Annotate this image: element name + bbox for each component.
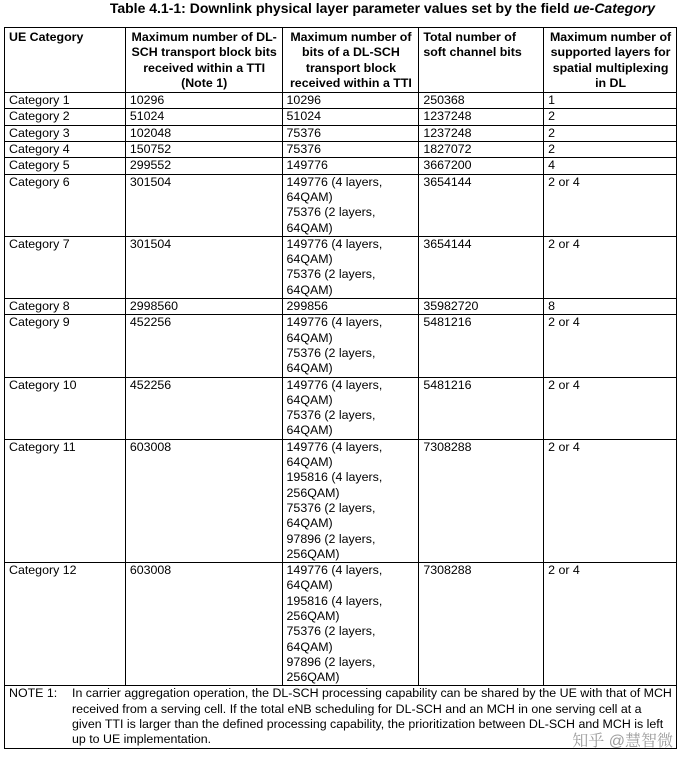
block-bits-line: 64QAM) xyxy=(286,639,333,654)
block-bits-line: 64QAM) xyxy=(286,516,333,531)
block-bits-line: 75376 xyxy=(286,142,321,157)
block-bits-line: 149776 (4 layers, xyxy=(286,174,383,189)
block-bits-line: 10296 xyxy=(286,93,321,108)
cell-category: Category 3 xyxy=(5,125,126,141)
table-row xyxy=(5,125,677,141)
table-row xyxy=(5,439,677,562)
block-bits-line: 64QAM) xyxy=(286,455,333,470)
cell-max-bits-per-block xyxy=(282,299,419,315)
cell-category: Category 6 xyxy=(5,174,126,236)
cell-category: Category 5 xyxy=(5,158,126,174)
block-bits-line: 64QAM) xyxy=(286,252,333,267)
cell-category: Category 9 xyxy=(5,315,126,377)
header-max-tb-bits: Maximum number of DL-SCH transport block bits received within a TTI (Note 1) xyxy=(125,28,282,93)
table-row xyxy=(5,174,677,236)
block-bits-line: 75376 (2 layers, xyxy=(286,500,376,515)
cell-category: Category 2 xyxy=(5,109,126,125)
cell-max-tb-bits: 301504 xyxy=(125,236,282,298)
cell-soft-bits: 35982720 xyxy=(419,299,544,315)
block-bits-line: 64QAM) xyxy=(286,578,333,593)
table-row xyxy=(5,315,677,377)
cell-max-tb-bits: 10296 xyxy=(125,93,282,109)
block-bits-line: 64QAM) xyxy=(286,361,333,376)
cell-soft-bits: 1827072 xyxy=(419,142,544,158)
table-row xyxy=(5,299,677,315)
cell-layers: 2 xyxy=(544,125,677,141)
block-bits-line: 256QAM) xyxy=(286,670,340,685)
cell-max-bits-per-block xyxy=(282,439,419,562)
header-soft-channel-bits: Total number of soft channel bits xyxy=(419,28,544,93)
watermark: 知乎 @慧智微 xyxy=(572,733,673,750)
block-bits-line: 64QAM) xyxy=(286,330,333,345)
block-bits-line: 149776 xyxy=(286,158,328,173)
cell-max-tb-bits: 301504 xyxy=(125,174,282,236)
block-bits-line: 64QAM) xyxy=(286,282,333,297)
cell-max-bits-per-block xyxy=(282,236,419,298)
caption-prefix: Table 4.1-1: Downlink physical layer parameter values set by the field xyxy=(109,0,574,16)
block-bits-line: 75376 (2 layers, xyxy=(286,345,376,360)
cell-max-tb-bits: 299552 xyxy=(125,158,282,174)
cell-layers: 2 or 4 xyxy=(544,439,677,562)
block-bits-line: 64QAM) xyxy=(286,392,333,407)
block-bits-line: 256QAM) xyxy=(286,546,340,561)
block-bits-line: 256QAM) xyxy=(286,485,340,500)
cell-max-tb-bits: 603008 xyxy=(125,563,282,686)
table-row xyxy=(5,377,677,439)
header-max-bits-per-block: Maximum number of bits of a DL-SCH transport block received within a TTI xyxy=(282,28,419,93)
block-bits-line: 64QAM) xyxy=(286,189,333,204)
cell-soft-bits: 7308288 xyxy=(419,439,544,562)
block-bits-line: 75376 (2 layers, xyxy=(286,408,376,423)
table-row xyxy=(5,563,677,686)
cell-layers: 1 xyxy=(544,93,677,109)
cell-layers: 8 xyxy=(544,299,677,315)
block-bits-line: 195816 (4 layers, xyxy=(286,470,383,485)
table-row xyxy=(5,158,677,174)
table-row xyxy=(5,142,677,158)
cell-layers: 2 or 4 xyxy=(544,563,677,686)
block-bits-line: 51024 xyxy=(286,109,321,124)
cell-max-bits-per-block xyxy=(282,125,419,141)
cell-category: Category 4 xyxy=(5,142,126,158)
table-row xyxy=(5,93,677,109)
cell-layers: 2 xyxy=(544,142,677,158)
block-bits-line: 75376 (2 layers, xyxy=(286,624,376,639)
cell-layers: 2 xyxy=(544,109,677,125)
cell-category: Category 7 xyxy=(5,236,126,298)
cell-max-bits-per-block xyxy=(282,142,419,158)
cell-max-tb-bits: 452256 xyxy=(125,315,282,377)
block-bits-line: 149776 (4 layers, xyxy=(286,377,383,392)
block-bits-line: 75376 (2 layers, xyxy=(286,205,376,220)
header-row xyxy=(5,28,677,93)
cell-max-tb-bits: 2998560 xyxy=(125,299,282,315)
cell-category: Category 12 xyxy=(5,563,126,686)
cell-soft-bits: 7308288 xyxy=(419,563,544,686)
block-bits-line: 149776 (4 layers, xyxy=(286,563,383,578)
block-bits-line: 299856 xyxy=(286,299,328,314)
cell-soft-bits: 3654144 xyxy=(419,174,544,236)
cell-layers: 2 or 4 xyxy=(544,377,677,439)
note-label: NOTE 1: xyxy=(9,686,58,701)
block-bits-line: 97896 (2 layers, xyxy=(286,531,376,546)
table-caption xyxy=(110,0,655,16)
block-bits-line: 64QAM) xyxy=(286,423,333,438)
cell-soft-bits: 1237248 xyxy=(419,109,544,125)
block-bits-line: 75376 (2 layers, xyxy=(286,267,376,282)
header-spatial-layers: Maximum number of supported layers for spatial multiplexing in DL xyxy=(544,28,677,93)
cell-max-tb-bits: 603008 xyxy=(125,439,282,562)
cell-max-bits-per-block xyxy=(282,158,419,174)
table-row xyxy=(5,109,677,125)
cell-max-bits-per-block xyxy=(282,93,419,109)
cell-max-tb-bits: 51024 xyxy=(125,109,282,125)
block-bits-line: 75376 xyxy=(286,125,321,140)
block-bits-line: 149776 (4 layers, xyxy=(286,236,383,251)
cell-max-bits-per-block xyxy=(282,377,419,439)
cell-soft-bits: 5481216 xyxy=(419,315,544,377)
table-row xyxy=(5,236,677,298)
cell-soft-bits: 3667200 xyxy=(419,158,544,174)
block-bits-line: 149776 (4 layers, xyxy=(286,315,383,330)
cell-layers: 4 xyxy=(544,158,677,174)
table-body xyxy=(5,93,677,686)
cell-max-bits-per-block xyxy=(282,174,419,236)
cell-soft-bits: 250368 xyxy=(419,93,544,109)
block-bits-line: 64QAM) xyxy=(286,220,333,235)
cell-max-tb-bits: 150752 xyxy=(125,142,282,158)
note-text: In carrier aggregation operation, the DL-SCH processing capability can be shared by the UE with that of MCH received from a serving cell. If the total eNB scheduling for DL-SCH and an MCH in one serving cell at a given TTI is larger than the defined processing capability, the prioritization between DL-SCH and MCH is left up to UE implementation. xyxy=(72,686,672,747)
cell-category: Category 11 xyxy=(5,439,126,562)
cell-soft-bits: 1237248 xyxy=(419,125,544,141)
cell-layers: 2 or 4 xyxy=(544,315,677,377)
cell-max-tb-bits: 102048 xyxy=(125,125,282,141)
caption-field-name: ue-Category xyxy=(573,0,655,16)
cell-max-bits-per-block xyxy=(282,563,419,686)
cell-layers: 2 or 4 xyxy=(544,236,677,298)
cell-soft-bits: 5481216 xyxy=(419,377,544,439)
cell-category: Category 10 xyxy=(5,377,126,439)
block-bits-line: 97896 (2 layers, xyxy=(286,654,376,669)
block-bits-line: 195816 (4 layers, xyxy=(286,593,383,608)
cell-max-bits-per-block xyxy=(282,315,419,377)
block-bits-line: 149776 (4 layers, xyxy=(286,439,383,454)
cell-layers: 2 or 4 xyxy=(544,174,677,236)
cell-soft-bits: 3654144 xyxy=(419,236,544,298)
block-bits-line: 256QAM) xyxy=(286,608,340,623)
cell-category: Category 1 xyxy=(5,93,126,109)
cell-max-tb-bits: 452256 xyxy=(125,377,282,439)
header-ue-category: UE Category xyxy=(5,28,126,93)
cell-max-bits-per-block xyxy=(282,109,419,125)
ue-category-table xyxy=(4,27,677,749)
cell-category: Category 8 xyxy=(5,299,126,315)
